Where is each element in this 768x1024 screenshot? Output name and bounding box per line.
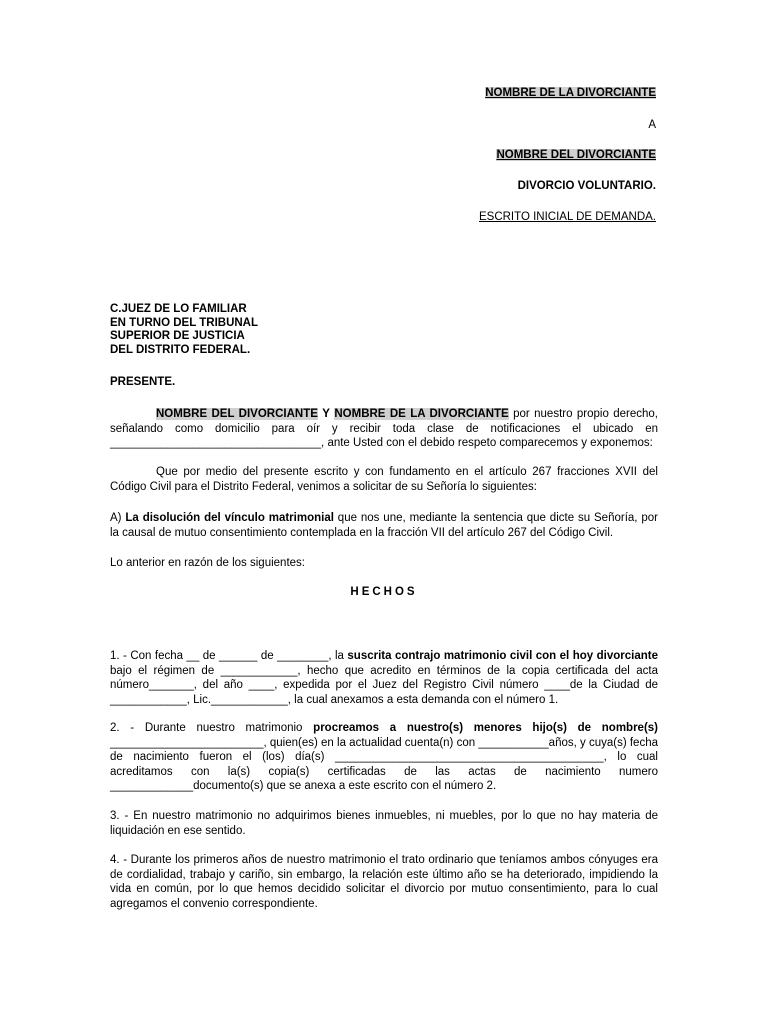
header-husband-name: NOMBRE DEL DIVORCIANTE <box>496 149 656 161</box>
header-case-type: DIVORCIO VOLUNTARIO. <box>517 180 656 192</box>
hecho-4-paragraph: 4. - Durante los primeros años de nuestro matrimonio el trato ordinario que teníamos ambos cónyuges era de cordialidad, trabajo y cariño, sin embargo, la relación este último año se ha deteriorado, impidiendo la vida en común, por lo que hemos decidido solicitar el divorcio por mutuo consentimiento, para lo cual agregamos el convenio correspondiente. <box>110 854 658 910</box>
header-document-type: ESCRITO INICIAL DE DEMANDA. <box>478 211 656 223</box>
husband-name: NOMBRE DEL DIVORCIANTE <box>156 408 318 420</box>
addressee-block <box>110 303 258 357</box>
petition-a-paragraph: A) La disolución del vínculo matrimonial que nos une, mediante la sentencia que dicte su Señoría, por la causal de mutuo consentimiento contemplada en la fracción VII del artículo 267 del Código Civil. <box>110 512 658 539</box>
solicitud-paragraph: Que por medio del presente escrito y con fundamento en el artículo 267 fracciones XVII del Código Civil para el Distrito Federal, venimos a solicitar de su Señoría lo siguientes: <box>110 466 658 493</box>
presente-heading: PRESENTE. <box>110 376 176 388</box>
addressee-line: EN TURNO DEL TRIBUNAL <box>110 316 259 329</box>
intro-paragraph: NOMBRE DEL DIVORCIANTE Y NOMBRE DE LA DIVORCIANTE por nuestro propio derecho, señalando como domicilio para oír y recibir toda clase de notificaciones el ubicado en _________________________________, ante Usted con el debido respeto comparecemos y exponemos: <box>110 408 658 450</box>
addressee-line: C.JUEZ DE LO FAMILIAR <box>110 303 247 315</box>
hecho-2-paragraph: 2. - Durante nuestro matrimonio procreamos a nuestro(s) menores hijo(s) de nombre(s) ________________________, quien(es) en la actualidad cuenta(n) con ___________años, y cuya(s) fecha de nacimiento fueron el (los) día(s) __________________________________________, lo cual acreditamos con la(s) copia(s) certificadas de las actas de nacimiento numero _____________documento(s) que se anexa a este escrito con el número 2. <box>110 722 659 793</box>
addressee-line: DEL DISTRITO FEDERAL. <box>110 343 251 356</box>
addressee-line: SUPERIOR DE JUSTICIA <box>110 330 245 342</box>
header-wife-name: NOMBRE DE LA DIVORCIANTE <box>485 87 656 99</box>
hecho-3-paragraph: 3. - En nuestro matrimonio no adquirimos bienes inmuebles, ni muebles, por lo que no hay materia de liquidación en ese sentido. <box>110 810 658 837</box>
anterior-paragraph: Lo anterior en razón de los siguientes: <box>110 557 305 569</box>
wife-name: NOMBRE DE LA DIVORCIANTE <box>334 408 509 420</box>
hechos-heading: HECHOS <box>350 586 418 598</box>
header-versus: A <box>648 119 656 131</box>
hecho-1-paragraph: 1. - Con fecha __ de ______ de ________, la suscrita contrajo matrimonio civil con el hoy divorciante bajo el régimen de ____________, hecho que acredito en términos de la copia certificada del acta número_______, del año ____, expedida por el Juez del Registro Civil número ____de la Ciudad de ____________, Lic.____________, la cual anexamos a esta demanda con el número 1. <box>110 650 658 706</box>
